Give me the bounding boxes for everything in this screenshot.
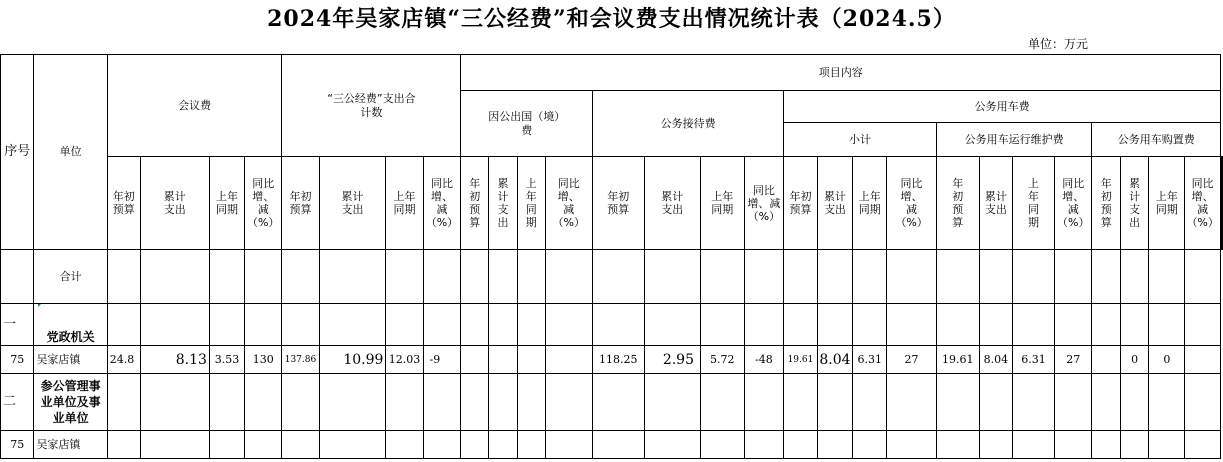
col-last-year: 上年同期 (209, 157, 244, 250)
header-project: 项目内容 (461, 55, 1221, 91)
sangong-spent: 10.99 (319, 346, 386, 374)
col-budget: 年初预算 (593, 157, 645, 250)
col-spent: 累计支出 (489, 157, 518, 250)
abroad-yoy (545, 346, 592, 374)
col-budget: 年初预算 (936, 157, 979, 250)
sangong-yoy: -9 (423, 346, 461, 374)
header-maintenance: 公务用车运行维护费 (936, 123, 1092, 157)
vehicle-subtotal-budget: 19.61 (784, 346, 818, 374)
vehicle-subtotal-spent: 8.04 (817, 346, 852, 374)
header-abroad: 因公出国（境）费 (461, 91, 593, 157)
table-row-party-wujiadian (1, 346, 1223, 374)
col-budget: 年初预算 (282, 157, 319, 250)
row-label-party: 党政机关 (34, 304, 107, 346)
reception-yoy: -48 (744, 346, 784, 374)
col-yoy: 同比增、减（%） (545, 157, 592, 250)
vehicle-subtotal-last-year: 6.31 (853, 346, 887, 374)
row-label: 吴家店镇 (34, 346, 107, 374)
col-last-year: 上年同期 (517, 157, 545, 250)
maintenance-last-year: 6.31 (1013, 346, 1055, 374)
col-yoy: 同比增、减（%） (887, 157, 936, 250)
header-meeting: 会议费 (107, 55, 282, 157)
purchase-spent: 0 (1120, 346, 1148, 374)
col-last-year: 上年同期 (853, 157, 887, 250)
row-seq: 75 (1, 346, 34, 374)
purchase-last-year: 0 (1149, 346, 1185, 374)
purchase-budget (1092, 346, 1120, 374)
header-sangong: “三公经费”支出合计数 (282, 55, 461, 157)
reception-spent: 2.95 (644, 346, 700, 374)
row-label-total: 合计 (34, 250, 107, 304)
col-budget: 年初预算 (107, 157, 140, 250)
table-row-public-wujiadian (1, 431, 1223, 459)
col-last-year: 上年同期 (1149, 157, 1185, 250)
col-yoy: 同比增、减（%） (744, 157, 784, 250)
reception-budget: 118.25 (593, 346, 645, 374)
col-spent: 累计支出 (1120, 157, 1148, 250)
col-yoy: 同比增、减（%） (1185, 157, 1221, 250)
sangong-last-year: 12.03 (386, 346, 423, 374)
row-seq: 二 (1, 374, 34, 431)
abroad-budget (461, 346, 489, 374)
maintenance-yoy: 27 (1055, 346, 1092, 374)
col-last-year: 上年同期 (700, 157, 744, 250)
col-budget: 年初预算 (461, 157, 489, 250)
reception-last-year: 5.72 (700, 346, 744, 374)
meeting-budget: 24.8 (107, 346, 140, 374)
expense-table (0, 54, 1223, 459)
row-seq: 75 (1, 431, 34, 459)
col-spent: 累计支出 (979, 157, 1012, 250)
header-unit: 单位 (34, 55, 107, 250)
table-row-total (1, 250, 1223, 304)
col-budget: 年初预算 (1092, 157, 1120, 250)
abroad-last-year (517, 346, 545, 374)
col-spent: 累计支出 (319, 157, 386, 250)
page-title: 2024年吴家店镇“三公经费”和会议费支出情况统计表（2024.5） (267, 6, 956, 32)
header-purchase: 公务用车购置费 (1092, 123, 1221, 157)
sangong-budget: 137.86 (282, 346, 319, 374)
col-last-year: 上年同期 (386, 157, 423, 250)
col-spent: 累计支出 (644, 157, 700, 250)
row-label: 吴家店镇 (34, 431, 107, 459)
table-row-public (1, 374, 1223, 431)
col-budget: 年初预算 (784, 157, 818, 250)
header-reception: 公务接待费 (593, 91, 784, 157)
vehicle-subtotal-yoy: 27 (887, 346, 936, 374)
maintenance-budget: 19.61 (936, 346, 979, 374)
col-spent: 累计支出 (140, 157, 209, 250)
col-last-year: 上年同期 (1013, 157, 1055, 250)
meeting-last-year: 3.53 (209, 346, 244, 374)
row-seq: 一 (1, 304, 34, 346)
header-seq: 序号 (1, 55, 34, 250)
table-row-party (1, 304, 1223, 346)
col-yoy: 同比增、减（%） (1055, 157, 1092, 250)
purchase-yoy (1185, 346, 1221, 374)
header-subtotal: 小计 (784, 123, 937, 157)
subheader-row (1, 157, 1223, 250)
row-label-public: 参公管理事业单位及事业单位 (34, 374, 107, 431)
col-yoy: 同比增、减（%） (423, 157, 461, 250)
meeting-spent: 8.13 (140, 346, 209, 374)
abroad-spent (489, 346, 518, 374)
col-spent: 累计支出 (817, 157, 852, 250)
unit-label: 单位：万元 (1028, 37, 1089, 51)
meeting-yoy: 130 (244, 346, 281, 374)
header-vehicle: 公务用车费 (784, 91, 1221, 123)
col-yoy: 同比增、减（%） (244, 157, 281, 250)
maintenance-spent: 8.04 (979, 346, 1012, 374)
